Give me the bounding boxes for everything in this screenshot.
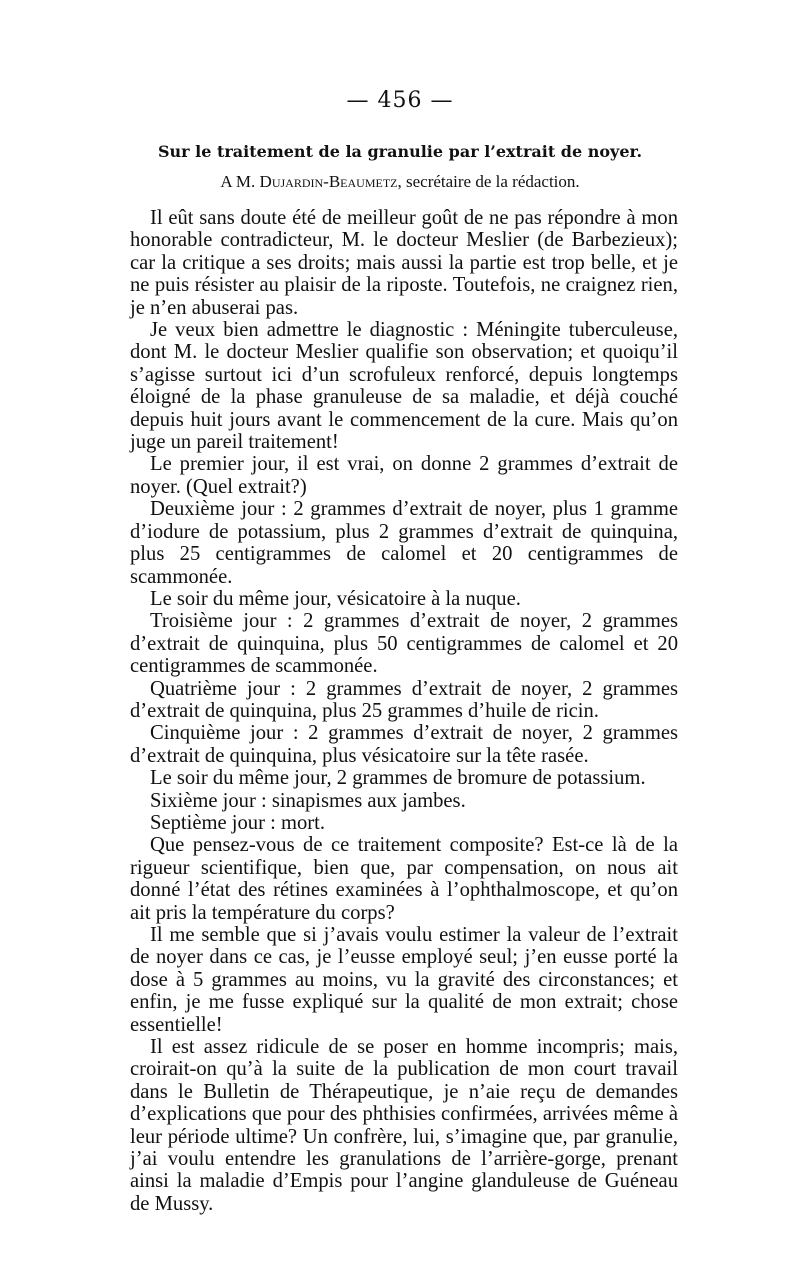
page-number: — 456 —	[346, 88, 454, 113]
paragraph: Troisième jour : 2 grammes d’extrait de noyer, 2 grammes d’extrait de quinquina, plus 50 centigrammes de calomel et 20 centigrammes de scammonée.	[130, 610, 678, 678]
paragraph: Deuxième jour : 2 grammes d’extrait de noyer, plus 1 gramme d’iodure de potassium, plus 2 grammes d’extrait de quinquina, plus 25 centigrammes de calomel et 20 centigrammes de scammonée.	[130, 498, 678, 588]
paragraph: Le soir du même jour, 2 grammes de bromure de potassium.	[150, 767, 646, 790]
paragraph: Le soir du même jour, vésicatoire à la nuque.	[150, 587, 521, 610]
paragraph: Le premier jour, il est vrai, on donne 2 grammes d’extrait de noyer. (Quel extrait?)	[130, 453, 678, 498]
paragraph: Que pensez-vous de ce traitement composite? Est-ce là de la rigueur scientifique, bien que, par compensation, on nous ait donné l’état des rétines examinées à l’ophthalmoscope, et qu’on ait pris la température du corps?	[130, 834, 678, 924]
paragraph: Quatrième jour : 2 grammes d’extrait de noyer, 2 grammes d’extrait de quinquina, plus 25 grammes d’huile de ricin.	[130, 677, 678, 722]
paragraph: Septième jour : mort.	[150, 811, 326, 834]
subtitle-recipient-name: Dujardin-Beaumetz,	[259, 172, 402, 191]
paragraph: Il est assez ridicule de se poser en homme incompris; mais, croirait-on qu’à la suite de la publication de mon court travail dans le Bulletin de Thérapeutique, je n’aie reçu de demandes d’explications que pour des phthisies confirmées, arrivées même à leur période ultime? Un confrère, lui, s’imagine que, par granulie, j’ai voulu entendre les granulations de l’arrière-gorge, prenant ainsi la maladie d’Empis pour l’angine glanduleuse de Guéneau de Mussy.	[130, 1036, 678, 1215]
paragraph: Je veux bien admettre le diagnostic : Méningite tuberculeuse, dont M. le docteur Meslier qualifie son observation; et quoiqu’il s’agisse surtout ici d’un scrofuleux renforcé, depuis longtemps éloigné de la phase granuleuse de sa maladie, et déjà couché depuis huit jours avant le commencement de la cure. Mais qu’on juge un pareil traitement!	[130, 319, 678, 454]
subtitle-prefix: A M.	[220, 172, 260, 191]
paragraph: Il eût sans doute été de meilleur goût de ne pas répondre à mon honorable contradicteur, M. le docteur Meslier (de Barbezieux); car la critique a ses droits; mais aussi la partie est trop belle, et je ne puis résister au plaisir de la riposte. Toutefois, ne craignez rien, je n’en abuserai pas.	[130, 207, 678, 319]
subtitle-suffix: secrétaire de la rédaction.	[401, 172, 580, 191]
article-title: Sur le traitement de la granulie par l’extrait de noyer.	[157, 142, 643, 161]
paragraph: Il me semble que si j’avais voulu estimer la valeur de l’extrait de noyer dans ce cas, je l’eusse employé seul; j’en eusse porté la dose à 5 grammes au moins, vu la gravité des circonstances; et enfin, je me fusse expliqué sur la qualité de mon extrait; chose essentielle!	[130, 924, 678, 1036]
paragraph: Sixième jour : sinapismes aux jambes.	[150, 789, 466, 812]
paragraph: Cinquième jour : 2 grammes d’extrait de noyer, 2 grammes d’extrait de quinquina, plus vésicatoire sur la tête rasée.	[130, 722, 678, 767]
article-subtitle	[0, 172, 800, 192]
article-body	[130, 207, 678, 1215]
